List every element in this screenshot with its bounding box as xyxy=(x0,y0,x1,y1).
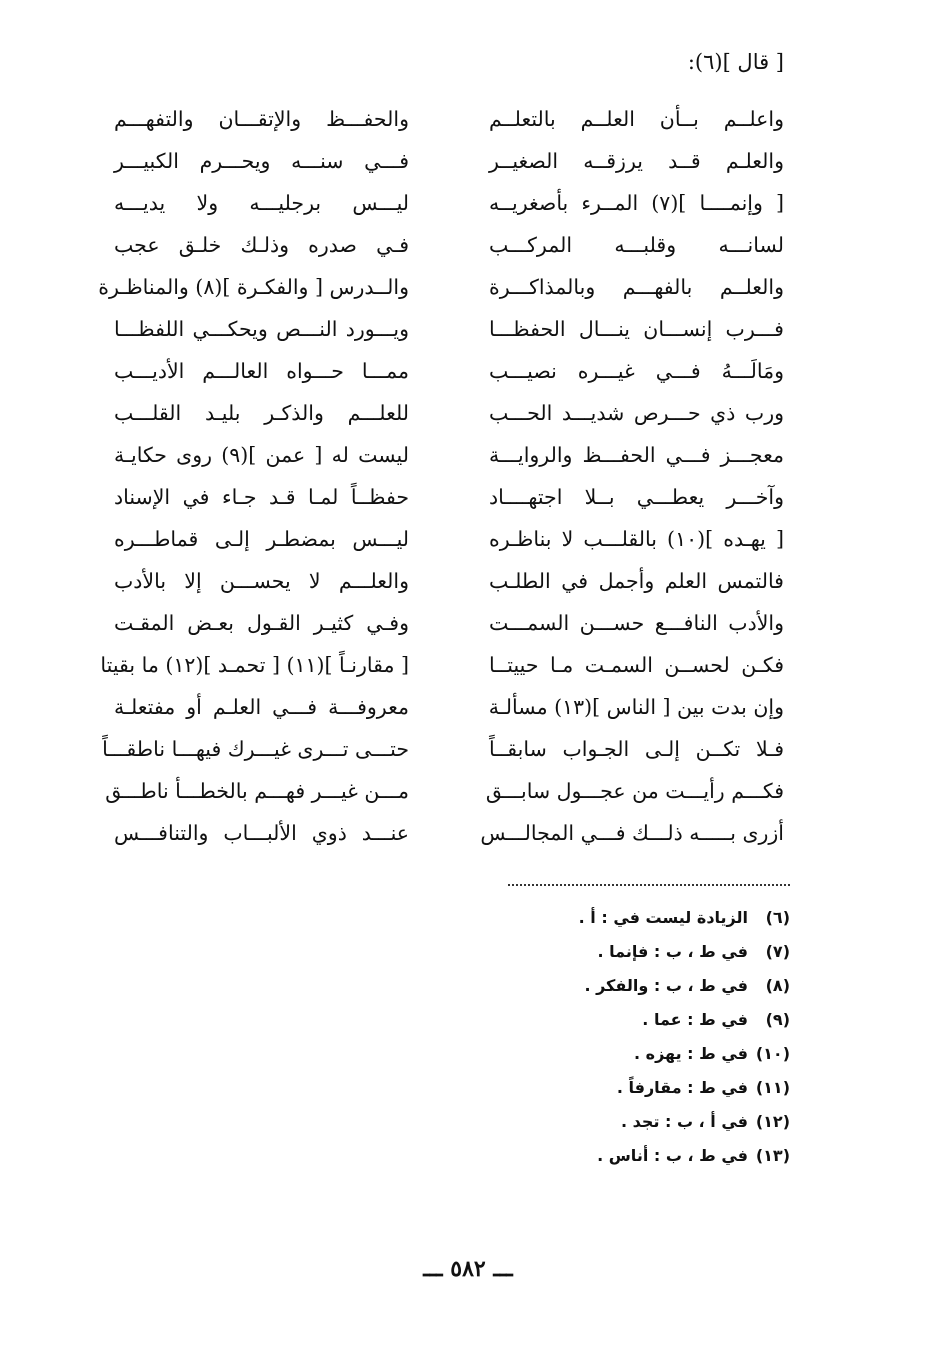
first-hemistich: والأدب النافـــع حســـن السمـــت xyxy=(489,611,784,635)
footnote xyxy=(579,1138,790,1172)
footnote-text: في أ ، ب : تجد . xyxy=(621,1111,748,1131)
first-hemistich: لسانـــه وقلبـــه المركـــب xyxy=(489,233,784,257)
first-hemistich: فالتمس العلم وأجمل في الطلـب xyxy=(489,569,784,593)
footnote-text: في ط : عما . xyxy=(642,1009,748,1029)
poem-verses xyxy=(84,98,784,854)
second-hemistich: عنـــد ذوي الألبـــاب والتنافـــس xyxy=(114,821,409,845)
footnote xyxy=(579,1036,790,1070)
first-hemistich: ورب ذي حـــرص شديـــد الحـــب xyxy=(489,401,784,425)
footnote-number: (٩) xyxy=(765,1009,790,1029)
footnote-number: (٧) xyxy=(765,941,790,961)
verse-line xyxy=(84,686,784,728)
footnote-text: في ط : مقارفاً . xyxy=(616,1077,748,1097)
verse-line xyxy=(84,140,784,182)
verse-line xyxy=(84,602,784,644)
page-number: ـــ ٥٨٢ ـــ xyxy=(423,1256,513,1282)
verse-line xyxy=(84,308,784,350)
first-hemistich: والعلـم قــد يرزقــه الصغيــر xyxy=(489,149,784,173)
footnote xyxy=(579,1070,790,1104)
second-hemistich: ممـــا حـــواه العالـــم الأديـــب xyxy=(114,359,409,383)
second-hemistich: ليـــس بمضطـر إلـى قماطـــره xyxy=(114,527,409,551)
verse-line xyxy=(84,266,784,308)
second-hemistich: حتـــى تـــرى غيـــرك فيهـــا ناطقـــاً xyxy=(102,737,409,761)
second-hemistich: فـي صدره وذلـك خلـق عجب xyxy=(114,233,409,257)
first-hemistich: ومَالَـــهُ فـــي غيـــره نصيـــب xyxy=(489,359,784,383)
second-hemistich: والحفـــظ والإتقـــان والتفهـــم xyxy=(114,107,409,131)
footnote-number: (٦) xyxy=(765,907,790,927)
footnote-text: الزيادة ليست في : أ . xyxy=(578,907,748,927)
footnote-number: (٨) xyxy=(765,975,790,995)
second-hemistich: ليـــس برجليـــه ولا يديـــه xyxy=(114,191,409,215)
verse-line xyxy=(84,770,784,812)
footnote-text: في ط ، ب : والفكر . xyxy=(584,975,748,995)
verse-line xyxy=(84,224,784,266)
first-hemistich: [ وإنمــــا ](٧) المــرء بأصغريــه xyxy=(489,191,784,215)
verse-line xyxy=(84,518,784,560)
footnote-number: (١٣) xyxy=(755,1145,790,1165)
second-hemistich: حفظــاً لمـا قـد جـاء في الإسناد xyxy=(114,485,409,509)
second-hemistich: مـــن غيـــر فهـــم بالخطـــأ ناطـــق xyxy=(105,779,409,803)
footnote-text: في ط ، ب : أناس . xyxy=(597,1145,748,1165)
verse-line xyxy=(84,644,784,686)
section-heading: [ قال ](٦): xyxy=(687,50,784,74)
verse-line xyxy=(84,434,784,476)
footnotes xyxy=(579,900,790,1172)
verse-line xyxy=(84,476,784,518)
verse-line xyxy=(84,392,784,434)
footnote-text: في ط : يهزه . xyxy=(633,1043,748,1063)
footnote-separator xyxy=(508,884,790,886)
verse-line xyxy=(84,182,784,224)
first-hemistich: فكـــم رأيـــت من عجـــول سابـــق xyxy=(485,779,784,803)
first-hemistich: فكـن لحســن السمـت مـا حييتــا xyxy=(489,653,784,677)
second-hemistich: [ مقارنـاً ](١١) [ تحمـد ](١٢) ما بقيتا xyxy=(100,653,409,677)
first-hemistich: معجـــز فـــي الحفـــظ والروايـــة xyxy=(489,443,784,467)
first-hemistich: أزرى بـــــه ذلـــك فـــي المجالـــس xyxy=(480,821,784,845)
verse-line xyxy=(84,350,784,392)
second-hemistich: والعلـــم لا يحســـن إلا بالأدب xyxy=(114,569,409,593)
second-hemistich: ويـــورد النـــص ويحكـــي اللفظـــا xyxy=(114,317,409,341)
footnote-number: (١٠) xyxy=(755,1043,790,1063)
footnote-number: (١١) xyxy=(755,1077,790,1097)
second-hemistich: للعلـــم والذكـر بليـد القلـــب xyxy=(114,401,409,425)
footnote-number: (١٢) xyxy=(755,1111,790,1131)
footnote xyxy=(579,1002,790,1036)
second-hemistich: وفـي كثيـر القـول بعـض المقـت xyxy=(114,611,409,635)
second-hemistich: ليست له [ عمن ](٩) روى حكايـة xyxy=(114,443,409,467)
second-hemistich: فـــي سنـــه ويحـــرم الكبيـــر xyxy=(114,149,409,173)
footnote xyxy=(579,968,790,1002)
verse-line xyxy=(84,560,784,602)
first-hemistich: وإن بدت بين [ الناس ](١٣) مسألـة xyxy=(488,695,784,719)
first-hemistich: [ يهـده ](١٠) بالقلـــب لا بناظـره xyxy=(489,527,784,551)
footnote-text: في ط ، ب : فإنما . xyxy=(597,941,748,961)
second-hemistich: معروفـــة فـــي العلـم أو مفتعلـة xyxy=(114,695,409,719)
first-hemistich: وآخـــر يعطـــي بــلا اجتهــــاد xyxy=(489,485,784,509)
verse-line xyxy=(84,728,784,770)
verse-line xyxy=(84,98,784,140)
second-hemistich: والــدرس [ والفكـرة ](٨) والمناظـرة xyxy=(98,275,409,299)
footnote xyxy=(579,1104,790,1138)
first-hemistich: فـــرب إنســـان ينـــال الحفظـــا xyxy=(489,317,784,341)
verse-line xyxy=(84,812,784,854)
footnote xyxy=(579,934,790,968)
first-hemistich: فـلا تكــن إلـى الجـواب سابقــاً xyxy=(489,737,784,761)
first-hemistich: واعلــم بــأن العلــم بالتعلــم xyxy=(489,107,784,131)
first-hemistich: والعلــم بالفهـــم وبالمذاكـــرة xyxy=(489,275,784,299)
footnote xyxy=(579,900,790,934)
